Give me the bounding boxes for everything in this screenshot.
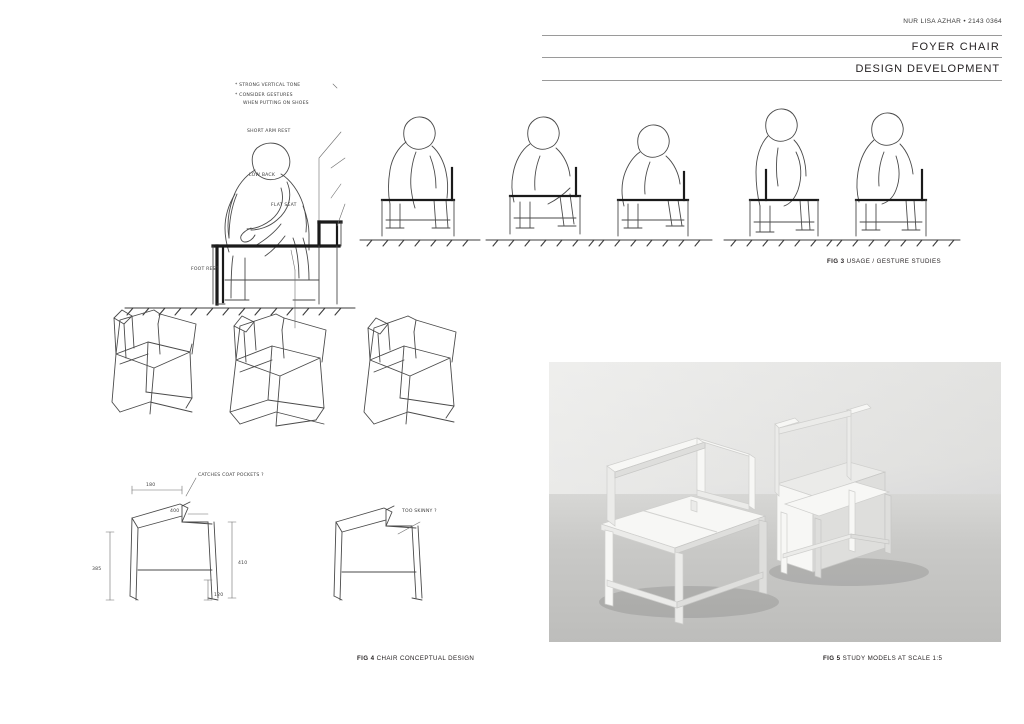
caption-fig4 [357, 655, 474, 662]
photo-models [549, 362, 1001, 642]
svg-text:LOW BACK: LOW BACK [249, 173, 276, 178]
caption-fig5-number: FIG 5 [823, 655, 841, 662]
caption-fig4-number: FIG 4 [357, 655, 375, 662]
caption-fig3-label: USAGE / GESTURE STUDIES [846, 258, 942, 265]
svg-text:* STRONG VERTICAL TONE: * STRONG VERTICAL TONE [235, 83, 301, 88]
sketch-fig4-axon [90, 300, 530, 460]
page-header [542, 18, 1002, 81]
svg-text:385: 385 [92, 567, 102, 572]
study-model-photograph [549, 362, 1001, 642]
svg-text:SHORT ARM REST: SHORT ARM REST [247, 129, 291, 134]
title-block [542, 35, 1002, 81]
svg-text:400: 400 [170, 509, 180, 514]
sketch-fig3-series [360, 100, 980, 250]
svg-text:180: 180 [146, 483, 156, 488]
sketch-fig4-elevations [90, 460, 510, 640]
svg-text:TOO SKINNY ?: TOO SKINNY ? [402, 509, 437, 514]
caption-fig3-number: FIG 3 [827, 258, 845, 265]
svg-text:CATCHES COAT POCKETS ?: CATCHES COAT POCKETS ? [198, 473, 264, 478]
svg-text:410: 410 [238, 561, 248, 566]
svg-text:WHEN PUTTING ON SHOES: WHEN PUTTING ON SHOES [243, 101, 309, 106]
author-credit: NUR LISA AZHAR • 2143 0364 [903, 18, 1002, 25]
svg-text:FLAT SEAT: FLAT SEAT [271, 203, 297, 208]
svg-text:FOOT REST: FOOT REST [191, 267, 219, 272]
svg-text:120: 120 [214, 593, 224, 598]
caption-fig5 [823, 655, 942, 662]
caption-fig3 [827, 258, 941, 265]
page-title: FOYER CHAIR [911, 41, 1000, 53]
svg-text:* CONSIDER GESTURES: * CONSIDER GESTURES [235, 93, 293, 98]
caption-fig4-label: CHAIR CONCEPTUAL DESIGN [376, 655, 475, 662]
caption-fig5-label: STUDY MODELS AT SCALE 1:5 [842, 655, 943, 662]
section-title: DESIGN DEVELOPMENT [542, 57, 1002, 80]
